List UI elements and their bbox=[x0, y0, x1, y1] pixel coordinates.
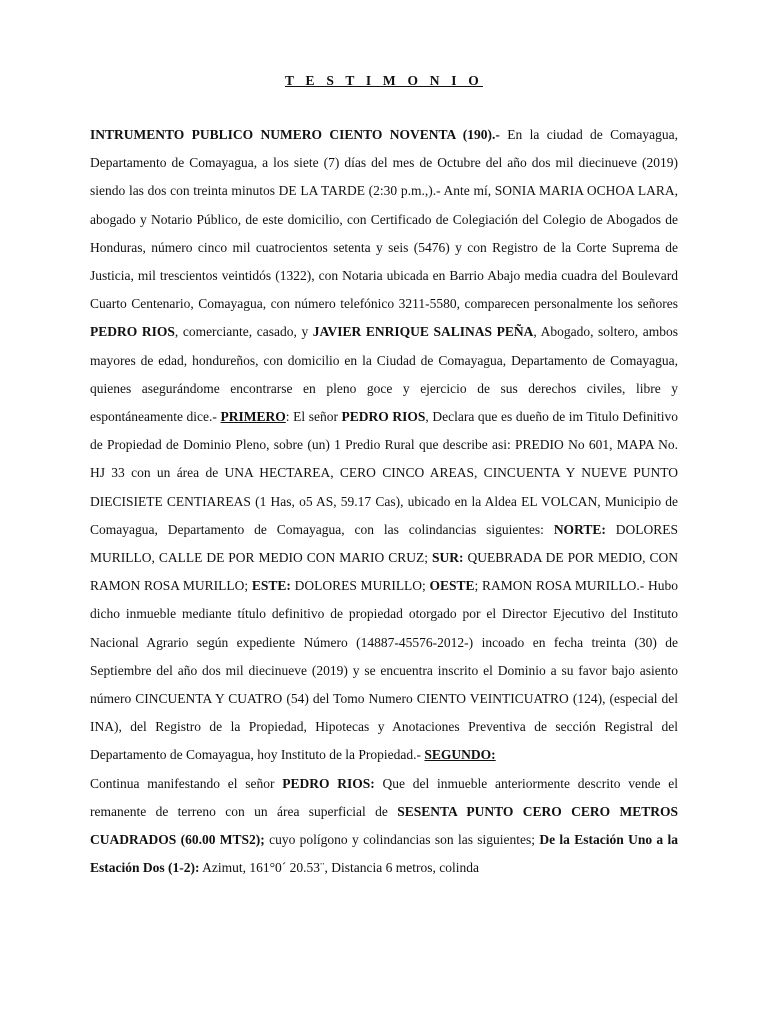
text-run: SESENTA PUNTO CERO CERO METROS CUADRADOS (60.00 MTS2); bbox=[90, 803, 678, 848]
text-run: OESTE bbox=[429, 578, 475, 594]
text-run: ; RAMON ROSA MURILLO.- Hubo dicho inmueble mediante título definitivo de propiedad otorgado por el Director Ejecutivo del Instituto Nacional Agrario según expediente Número (14887-45576-2012-) incoado en fecha treinta (30) de Septiembre del año dos mil diecinueve (2019) y se encuentra inscrito el Dominio a su favor bajo asiento número CINCUENTA Y CUATRO (54) del Tomo Numero CIENTO VEINTICUATRO (124), (especial del INA), del Registro de la Propiedad, Hipotecas y Anotaciones Preventiva de sección Registral del Departamento de Comayagua, hoy Instituto de la Propiedad.- bbox=[90, 578, 678, 763]
text-run: , Abogado, soltero, ambos mayores de edad, hondureños, con domicilio en la Ciudad de Comayagua, Departamento de Comayagua, quienes asegurándome encontrarse en pleno goce y ejercicio de sus derechos civiles, libre y espontáneamente dice.- bbox=[90, 324, 678, 425]
text-run: Azimut, 161°0´ 20.53¨, Distancia 6 metros, colinda bbox=[199, 860, 479, 876]
text-run: : El señor bbox=[285, 409, 342, 425]
text-run: QUEBRADA DE POR MEDIO, CON RAMON ROSA MURILLO; bbox=[90, 550, 678, 594]
text-run: ESTE: bbox=[251, 578, 291, 594]
text-run: SEGUNDO: bbox=[424, 747, 496, 763]
text-run: INTRUMENTO PUBLICO NUMERO CIENTO NOVENTA (190).- bbox=[90, 127, 500, 142]
paragraph-first bbox=[90, 121, 678, 770]
text-run: JAVIER ENRIQUE SALINAS PEÑA bbox=[312, 324, 534, 340]
text-run: NORTE: bbox=[553, 521, 606, 537]
text-run: DOLORES MURILLO; bbox=[290, 578, 430, 594]
text-run: Continua manifestando el señor bbox=[90, 775, 283, 791]
text-run: De la Estación Uno a la Estación Dos (1-2): bbox=[90, 832, 678, 876]
text-run: DOLORES MURILLO, CALLE DE POR MEDIO CON MARIO CRUZ; bbox=[90, 521, 678, 566]
text-run: PEDRO RIOS: bbox=[282, 775, 375, 791]
text-run: PEDRO RIOS bbox=[341, 409, 426, 425]
text-run: cuyo polígono y colindancias son las siguientes; bbox=[264, 832, 540, 848]
document-title: T E S T I M O N I O bbox=[285, 73, 483, 88]
text-run: PEDRO RIOS bbox=[90, 324, 175, 340]
paragraph-second bbox=[90, 770, 678, 883]
text-run: , Declara que es dueño de im Titulo Definitivo de Propiedad de Dominio Pleno, sobre (un) 1 Predio Rural que describe asi: PREDIO No 601, MAPA No. HJ 33 con un área de UNA HECTAREA, CERO CINCO AREAS, CINCUENTA Y NUEVE PUNTO DIECISIETE CENTIAREAS (1 Has, o5 AS, 59.17 Cas), ubicado en la Aldea EL VOLCAN, Municipio de Comayagua, Departamento de Comayagua, con las colindancias siguientes: bbox=[90, 409, 678, 537]
text-run: SUR: bbox=[431, 550, 464, 566]
text-run: , comerciante, casado, y bbox=[174, 324, 313, 340]
text-run: Que del inmueble anteriormente descrito vende el remanente de terreno con un área superficial de bbox=[90, 775, 678, 819]
text-run: En la ciudad de Comayagua, Departamento de Comayagua, a los siete (7) días del mes de Octubre del año dos mil diecinueve (2019) siendo las dos con treinta minutos DE LA TARDE (2:30 p.m.,).- Ante mí, SONIA MARIA OCHOA LARA, abogado y Notario Público, de este domicilio, con Certificado de Colegiación del Colegio de Abogados de Honduras, número cinco mil cuatrocientos setenta y seis (5476) y con Registro de la Corte Suprema de Justicia, mil trescientos veintidós (1322), con Notaria ubicada en Barrio Abajo media cuadra del Boulevard Cuarto Centenario, Comayagua, con número telefónico 3211-5580, comparecen personalmente los señores bbox=[90, 127, 679, 312]
text-run: PRIMERO bbox=[220, 409, 286, 425]
